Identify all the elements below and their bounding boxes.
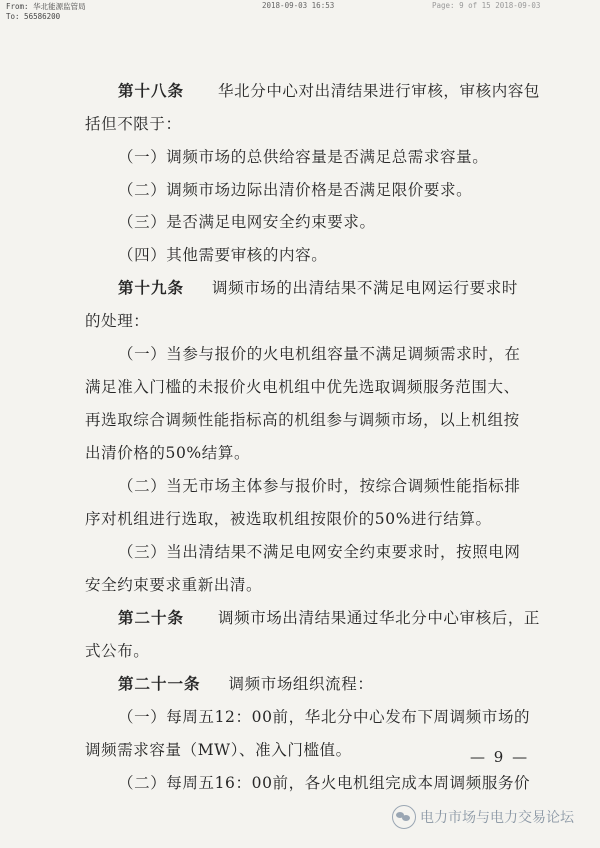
line-text: 的处理： (85, 312, 150, 330)
line-text: 出清价格的50%结算。 (85, 444, 251, 462)
wechat-icon (392, 805, 416, 829)
line-text: （二）当无市场主体参与报价时，按综合调频性能指标排 (118, 477, 521, 495)
fax-header (0, 0, 600, 26)
paragraph-line (85, 309, 149, 331)
line-text: 调频需求容量（MW）、准入门槛值。 (85, 741, 352, 759)
page-number: — 9 — (470, 748, 530, 766)
line-text: （一）当参与报价的火电机组容量不满足调频需求时，在 (118, 345, 521, 363)
paragraph-line (85, 573, 262, 595)
line-text: 序对机组进行选取，被选取机组按限价的50%进行结算。 (85, 510, 492, 528)
paragraph-line (85, 507, 492, 529)
watermark (392, 805, 574, 829)
line-text: 再选取综合调频性能指标高的机组参与调频市场，以上机组按 (85, 411, 520, 429)
line-text: 调频市场组织流程： (228, 675, 374, 693)
article-heading: 第十八条 (118, 81, 185, 100)
article-heading: 第十九条 (118, 278, 185, 297)
line-text: （三）当出清结果不满足电网安全约束要求时，按照电网 (118, 543, 521, 561)
paragraph-line (118, 705, 530, 727)
line-text: （三）是否满足电网安全约束要求。 (118, 213, 376, 231)
line-text: （二）每周五16：00前，各火电机组完成本周调频服务价 (118, 774, 531, 792)
fax-to: To: 56586200 (6, 12, 61, 21)
fax-from: From: 华北能源监管局 (6, 2, 86, 11)
fax-timestamp: 2018-09-03 16:53 (262, 1, 335, 10)
paragraph-line (85, 112, 182, 134)
line-text: 安全约束要求重新出清。 (85, 576, 263, 594)
paragraph-line (118, 79, 540, 101)
line-text: 括但不限于： (85, 115, 182, 133)
line-text: 满足准入门槛的未报价火电机组中优先选取调频服务范围大、 (85, 378, 520, 396)
paragraph-line (118, 771, 530, 793)
paragraph-line (85, 375, 520, 397)
paragraph-line (85, 441, 250, 463)
paragraph-line (85, 738, 352, 760)
paragraph-line (118, 540, 521, 562)
paragraph-line (118, 210, 376, 232)
paragraph-line (118, 342, 521, 364)
line-text: （一）调频市场的总供给容量是否满足总需求容量。 (118, 148, 489, 166)
line-text: （二）调频市场边际出清价格是否满足限价要求。 (118, 181, 473, 199)
fax-page-info: Page: 9 of 15 2018-09-03 (432, 1, 541, 10)
paragraph-line (118, 672, 373, 694)
paragraph-line (118, 606, 540, 628)
article-heading: 第二十一条 (118, 674, 201, 693)
paragraph-line (118, 474, 521, 496)
watermark-text: 电力市场与电力交易论坛 (420, 810, 574, 826)
paragraph-line (85, 639, 149, 661)
line-text: 华北分中心对出清结果进行审核，审核内容包 (218, 82, 541, 100)
paragraph-line (85, 408, 520, 430)
line-text: 式公布。 (85, 642, 150, 660)
line-text: 调频市场的出清结果不满足电网运行要求时 (212, 279, 518, 297)
line-text: （四）其他需要审核的内容。 (118, 246, 328, 264)
line-text: （一）每周五12：00前，华北分中心发布下周调频市场的 (118, 708, 531, 726)
paragraph-line (118, 145, 488, 167)
line-text: 调频市场出清结果通过华北分中心审核后，正 (218, 609, 541, 627)
article-heading: 第二十条 (118, 608, 185, 627)
paragraph-line (118, 276, 518, 298)
paragraph-line (118, 243, 327, 265)
paragraph-line (118, 178, 472, 200)
